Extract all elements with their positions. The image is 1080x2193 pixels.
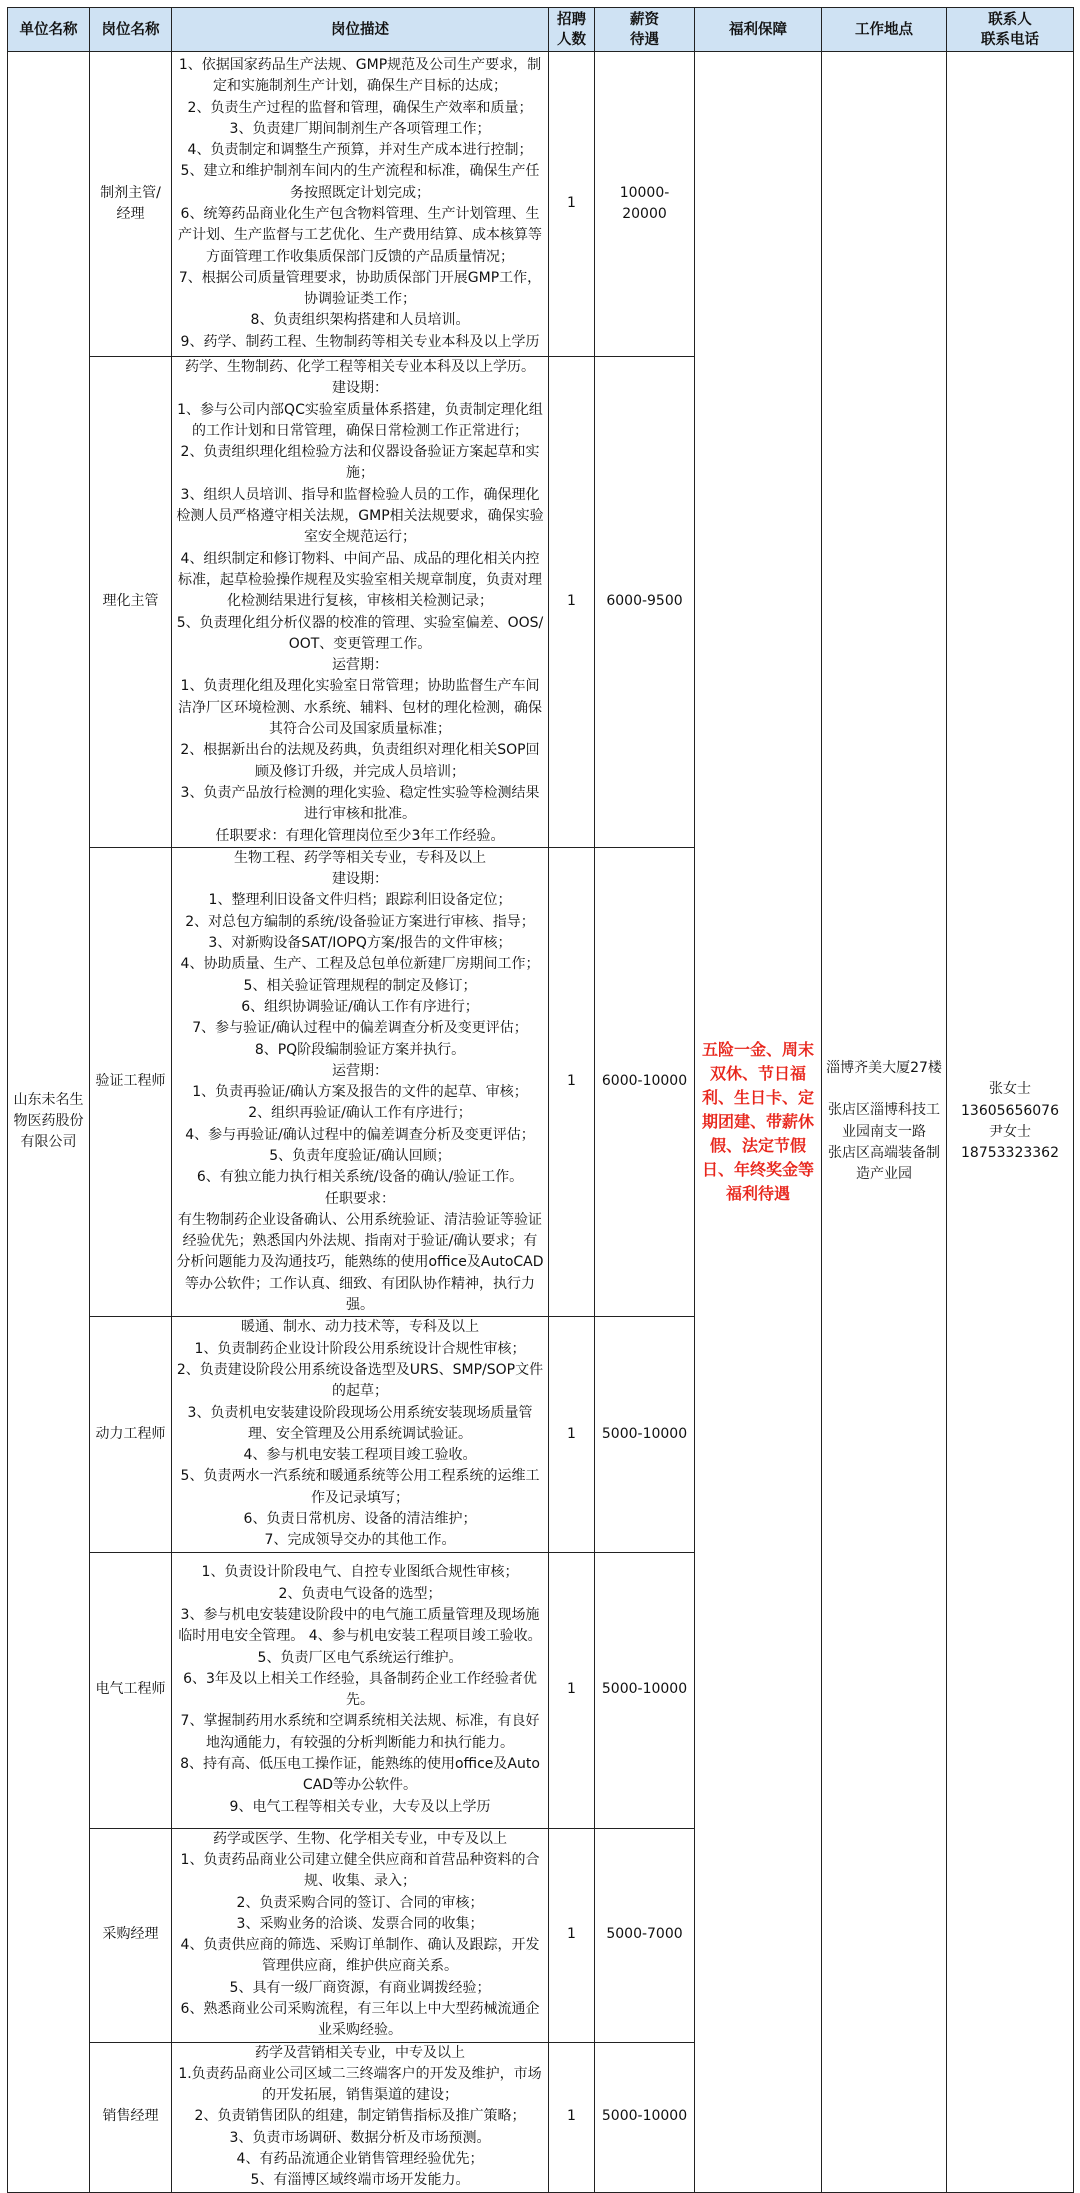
benefits: 五险一金、周末双休、节日福利、生日卡、定期团建、带薪休假、法定节假日、年终奖金等福利待遇 bbox=[695, 52, 822, 2193]
description-line: 2、负责建设阶段公用系统设备选型及URS、SMP/SOP文件的起草； bbox=[176, 1361, 544, 1400]
description-line: 6、熟悉商业公司采购流程，有三年以上中大型药械流通企业采购经验。 bbox=[180, 2001, 540, 2039]
header-headcount: 招聘 人数 bbox=[549, 8, 595, 52]
description-line: 8、PQ阶段编制验证方案并执行。 bbox=[254, 1041, 466, 1058]
location-line: 张店区淄博科技工业园南支一路 bbox=[828, 1102, 940, 1140]
description-line: 生物工程、药学等相关专业，专科及以上 bbox=[234, 849, 486, 866]
description-line: 1、负责制药企业设计阶段公用系统设计合规性审核； bbox=[194, 1340, 526, 1357]
company-name: 山东未名生物医药股份有限公司 bbox=[8, 52, 90, 2193]
header-benefits: 福利保障 bbox=[695, 8, 822, 52]
location-line: 淄博齐美大厦27楼 bbox=[826, 1060, 942, 1077]
description-line: 5、负责厂区电气系统运行维护。 bbox=[257, 1649, 463, 1666]
header-company: 单位名称 bbox=[8, 8, 90, 52]
description-line: 6、组织协调验证/确认工作有序进行； bbox=[241, 998, 479, 1015]
description-line: 2、组织再验证/确认工作有序进行； bbox=[248, 1105, 472, 1122]
description-line: 1、依据国家药品生产法规、GMP规范及公司生产要求，制定和实施制剂生产计划，确保生产目标的达成； bbox=[178, 56, 542, 95]
header-salary: 薪资 待遇 bbox=[595, 8, 695, 52]
contact-info bbox=[947, 52, 1074, 2193]
description-line: 运营期： bbox=[332, 657, 388, 674]
job-description bbox=[172, 1552, 549, 1828]
description-line: 1、负责再验证/确认方案及报告的文件的起草、审核； bbox=[192, 1084, 528, 1101]
description-line: 4、参与机电安装工程项目竣工验收。 bbox=[243, 1447, 477, 1464]
job-headcount: 1 bbox=[549, 1828, 595, 2042]
contact-line: 13605656076 bbox=[961, 1102, 1059, 1119]
description-line: 4、参与再验证/确认过程中的偏差调查分析及变更评估； bbox=[185, 1126, 535, 1143]
description-line: 8、持有高、低压电工操作证，能熟练的使用office及AutoCAD等办公软件。 bbox=[180, 1756, 540, 1794]
contact-line: 18753323362 bbox=[961, 1145, 1059, 1162]
work-location bbox=[822, 52, 947, 2193]
description-line: 3、负责建厂期间制剂生产各项管理工作； bbox=[229, 120, 491, 137]
job-title: 理化主管 bbox=[90, 357, 172, 848]
description-line: 1.负责药品商业公司区域二三终端客户的开发及维护，市场的开发拓展，销售渠道的建设； bbox=[178, 2065, 542, 2104]
description-line: 7、根据公司质量管理要求，协助质保部门开展GMP工作，协调验证类工作； bbox=[178, 269, 542, 308]
description-line: 建设期： bbox=[332, 380, 388, 397]
description-line: 4、负责供应商的筛选、采购订单制作、确认及跟踪，开发管理供应商，维护供应商关系。 bbox=[180, 1937, 540, 1975]
description-line: 8、负责组织架构搭建和人员培训。 bbox=[250, 312, 470, 329]
description-line: 4、负责制定和调整生产预算，并对生产成本进行控制； bbox=[187, 142, 533, 159]
description-line: 9、电气工程等相关专业，大专及以上学历 bbox=[229, 1798, 491, 1815]
description-line: 2、对总包方编制的系统/设备验证方案进行审核、指导； bbox=[185, 913, 535, 930]
job-description bbox=[172, 847, 549, 1317]
job-salary: 5000-10000 bbox=[595, 1552, 695, 1828]
description-line: 1、整理利旧设备文件归档；跟踪利旧设备定位； bbox=[208, 892, 512, 909]
header-description: 岗位描述 bbox=[172, 8, 549, 52]
job-salary: 5000-10000 bbox=[595, 2042, 695, 2192]
description-line: 5、相关验证管理规程的制定及修订； bbox=[243, 977, 477, 994]
description-line: 1、负责理化组及理化实验室日常管理；协助监督生产车间洁净厂区环境检测、水系统、辅料、包材的理化检测，确保其符合公司及国家质量标准； bbox=[178, 678, 542, 738]
description-line: 2、根据新出台的法规及药典，负责组织对理化相关SOP回顾及修订升级，并完成人员培训； bbox=[180, 742, 540, 780]
job-headcount: 1 bbox=[549, 847, 595, 1317]
job-salary: 5000-10000 bbox=[595, 1317, 695, 1552]
description-line: 7、完成领导交办的其他工作。 bbox=[264, 1532, 456, 1549]
description-line: 2、负责生产过程的监督和管理，确保生产效率和质量； bbox=[187, 99, 533, 116]
description-line: 4、协助质量、生产、工程及总包单位新建厂房期间工作； bbox=[180, 956, 540, 973]
description-line: 9、药学、制药工程、生物制药等相关专业本科及以上学历 bbox=[180, 333, 540, 350]
description-line: 任职要求：有理化管理岗位至少3年工作经验。 bbox=[215, 827, 505, 844]
job-title: 验证工程师 bbox=[90, 847, 172, 1317]
job-headcount: 1 bbox=[549, 1317, 595, 1552]
description-line: 5、负责理化组分析仪器的校准的管理、实验室偏差、OOS/OOT、变更管理工作。 bbox=[176, 614, 544, 652]
description-line: 建设期： bbox=[332, 871, 388, 888]
description-line: 3、组织人员培训、指导和监督检验人员的工作，确保理化检测人员严格遵守相关法规，GMP相关法规要求，确保实验室安全规范运行； bbox=[176, 486, 544, 546]
description-line: 5、具有一级厂商资源，有商业调拨经验； bbox=[229, 1979, 491, 1996]
description-line: 6、3年及以上相关工作经验，具备制药企业工作经验者优先。 bbox=[183, 1670, 537, 1709]
description-line: 4、组织制定和修订物料、中间产品、成品的理化相关内控标准，起草检验操作规程及实验室相关规章制度，负责对理化检测结果进行复核，审核相关检测记录； bbox=[178, 550, 542, 610]
job-title: 电气工程师 bbox=[90, 1552, 172, 1828]
job-description bbox=[172, 2042, 549, 2192]
job-salary: 5000-7000 bbox=[595, 1828, 695, 2042]
description-line: 2、负责组织理化组检验方法和仪器设备验证方案起草和实施； bbox=[180, 444, 540, 482]
contact-line: 张女士 bbox=[989, 1081, 1031, 1098]
description-line: 5、有淄博区域终端市场开发能力。 bbox=[250, 2172, 470, 2189]
description-line: 6、统筹药品商业化生产包含物料管理、生产计划管理、生产计划、生产监督与工艺优化、生产费用结算、成本核算等方面管理工作收集质保部门反馈的产品质量情况； bbox=[178, 206, 542, 265]
description-line: 3、采购业务的洽谈、发票合同的收集； bbox=[236, 1915, 484, 1932]
contact-line: 尹女士 bbox=[989, 1123, 1031, 1140]
description-line: 1、负责设计阶段电气、自控专业图纸合规性审核； bbox=[201, 1564, 519, 1581]
job-salary: 6000-9500 bbox=[595, 357, 695, 848]
description-line: 2、负责采购合同的签订、合同的审核； bbox=[236, 1894, 484, 1911]
description-line: 药学或医学、生物、化学相关专业，中专及以上 bbox=[213, 1830, 507, 1847]
description-line: 1、参与公司内部QC实验室质量体系搭建，负责制定理化组的工作计划和日常管理，确保日常检测工作正常进行； bbox=[177, 401, 543, 439]
description-line: 暖通、制水、动力技术等，专科及以上 bbox=[241, 1319, 479, 1336]
description-line: 有生物制药企业设备确认、公用系统验证、清洁验证等验证经验优先；熟悉国内外法规、指南对于验证/确认要求；有分析问题能力及沟通技巧，能熟练的使用office及AutoCAD等办公软件；工作认真、细致、有团队协作精神，执行力强。 bbox=[176, 1211, 544, 1314]
job-title: 销售经理 bbox=[90, 2042, 172, 2192]
description-line: 药学、生物制药、化学工程等相关专业本科及以上学历。 bbox=[185, 359, 535, 375]
description-line: 6、负责日常机房、设备的清洁维护； bbox=[243, 1511, 477, 1528]
description-line: 3、参与机电安装建设阶段中的电气施工质量管理及现场施临时用电安全管理。 4、参与机电安装工程项目竣工验收。 bbox=[178, 1606, 542, 1645]
description-line: 5、负责两水一汽系统和暖通系统等公用工程系统的运维工作及记录填写； bbox=[180, 1468, 540, 1506]
job-headcount: 1 bbox=[549, 357, 595, 848]
description-line: 运营期： bbox=[332, 1062, 388, 1079]
header-position: 岗位名称 bbox=[90, 8, 172, 52]
description-line: 6、有独立能力执行相关系统/设备的确认/验证工作。 bbox=[196, 1169, 524, 1186]
description-line: 7、参与验证/确认过程中的偏差调查分析及变更评估； bbox=[192, 1020, 528, 1037]
location-line: 张店区高端装备制造产业园 bbox=[828, 1144, 940, 1183]
recruitment-table bbox=[7, 7, 1074, 2193]
description-line: 药学及营销相关专业，中专及以上 bbox=[255, 2044, 465, 2061]
table-row bbox=[8, 52, 1074, 357]
job-headcount: 1 bbox=[549, 2042, 595, 2192]
job-headcount: 1 bbox=[549, 52, 595, 357]
job-title: 动力工程师 bbox=[90, 1317, 172, 1552]
description-line: 7、掌握制药用水系统和空调系统相关法规、标准，有良好地沟通能力，有较强的分析判断能力和执行能力。 bbox=[180, 1713, 540, 1751]
job-headcount: 1 bbox=[549, 1552, 595, 1828]
job-title: 制剂主管/经理 bbox=[90, 52, 172, 357]
header-location: 工作地点 bbox=[822, 8, 947, 52]
job-description bbox=[172, 357, 549, 848]
description-line: 3、负责机电安装建设阶段现场公用系统安装现场质量管理、安全管理及公用系统调试验证。 bbox=[187, 1404, 533, 1442]
job-title: 采购经理 bbox=[90, 1828, 172, 2042]
description-line: 3、负责市场调研、数据分析及市场预测。 bbox=[229, 2129, 491, 2146]
description-line: 4、有药品流通企业销售管理经验优先； bbox=[236, 2151, 484, 2168]
location-line bbox=[826, 1079, 942, 1100]
description-line: 2、负责电气设备的选型； bbox=[278, 1585, 442, 1602]
description-line: 3、负责产品放行检测的理化实验、稳定性实验等检测结果进行审核和批准。 bbox=[180, 784, 540, 823]
description-line: 2、负责销售团队的组建，制定销售指标及推广策略； bbox=[194, 2108, 526, 2125]
description-line: 任职要求： bbox=[325, 1190, 395, 1207]
job-description bbox=[172, 1828, 549, 2042]
description-line: 5、负责年度验证/确认回顾； bbox=[269, 1147, 451, 1164]
description-line: 3、对新购设备SAT/IOPQ方案/报告的文件审核； bbox=[208, 935, 512, 952]
job-description bbox=[172, 52, 549, 357]
job-salary: 10000- 20000 bbox=[595, 52, 695, 357]
job-description bbox=[172, 1317, 549, 1552]
header-contact: 联系人 联系电话 bbox=[947, 8, 1074, 52]
job-salary: 6000-10000 bbox=[595, 847, 695, 1317]
description-line: 5、建立和维护制剂车间内的生产流程和标准，确保生产任务按照既定计划完成； bbox=[180, 163, 540, 201]
header-row bbox=[8, 8, 1074, 52]
description-line: 1、负责药品商业公司建立健全供应商和首营品种资料的合规、收集、录入； bbox=[180, 1851, 540, 1890]
